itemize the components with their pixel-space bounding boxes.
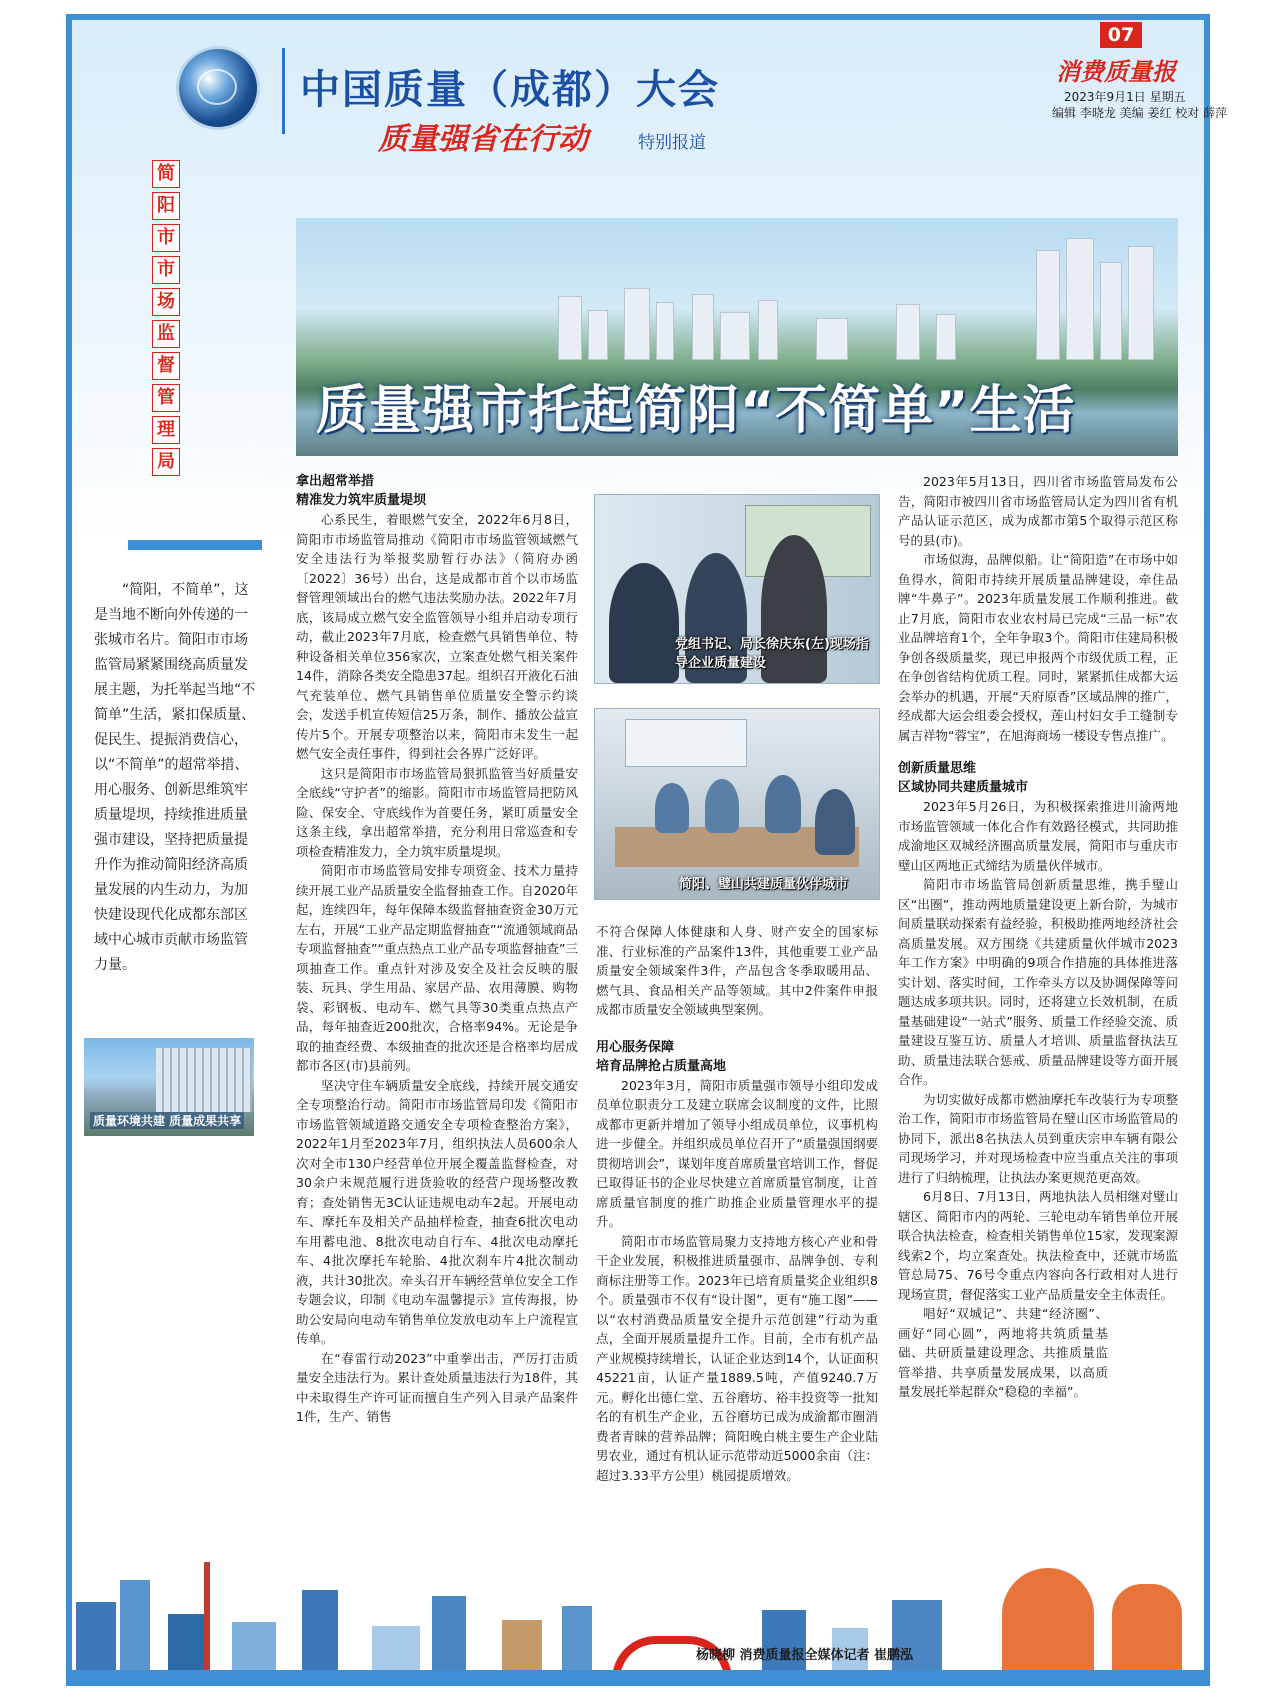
sidebar-building-photo bbox=[84, 1038, 254, 1136]
article-column-1 bbox=[296, 472, 578, 1427]
article-column-3 bbox=[898, 472, 1178, 1402]
issue-date: 2023年9月1日 星期五 bbox=[1064, 90, 1186, 104]
byline: 杨晓柳 消费质量报全媒体记者 崔鹏泓 bbox=[696, 1648, 914, 1663]
section-heading: 创新质量思维 bbox=[898, 761, 977, 776]
paragraph: 心系民生，着眼燃气安全，2022年6月8日，简阳市市场监管局推动《简阳市市场监管领域燃气安全违法行为举报奖励暂行办法》（简府办函〔2022〕36号）出台，这是成都市首个以市场监督管理领域出台的燃气违法奖励办法。2022年7月底，该局成立燃气安全监管领导小组并启动专项行动，截止2023年7月底，检查燃气具销售单位、特种设备相关单位356家次，立案查处燃气相关案件14件，消除各类安全隐患37起。组织召开液化石油气充装单位、燃气具销售单位质量安全警示约谈会，发送手机宣传短信25万条，制作、播放公益宣传片5个。开展专项整治以来，简阳市未发生一起燃气安全责任事件，得到社会各界广泛好评。 bbox=[296, 512, 578, 761]
agency-char: 简 bbox=[152, 160, 180, 188]
paragraph: 在“春雷行动2023”中重拳出击，严厉打击质量安全违法行为。累计查处质量违法行为18件，其中未取得生产许可证而擅自生产列入目录产品案件1件，生产、销售 bbox=[296, 1350, 578, 1424]
paragraph: 简阳市市场监管局聚力支持地方核心产业和骨干企业发展，积极推进质量强市、品牌争创、专利商标注册等工作。2023年已培育质量奖企业组织8个。质量强市不仅有“设计图”，更有“施工图”——以“农村消费品质量安全提升示范创建”行动为重点，全面开展质量提升工作。目前，全市有机产品产业规模持续增长，认证企业达到14个，认证面积45221亩，认证产量1889.5吨，产值9240.7万元。孵化出德仁堂、五谷磨坊、裕丰投资等一批知名的有机生产企业，五谷磨坊已成为成渝都市圈消费者青睐的营养品牌；简阳晚白桃主要生产企业陆男农业，通过有机认证示范带动近5000余亩（注：超过3.33平方公里）桃园提质增效。 bbox=[596, 1233, 878, 1483]
intro-accent-bar bbox=[128, 540, 262, 550]
agency-char: 理 bbox=[152, 416, 180, 444]
conference-globe-logo bbox=[176, 46, 260, 130]
newspaper-name: 消费质量报 bbox=[1056, 58, 1176, 86]
agency-char: 场 bbox=[152, 288, 180, 316]
paragraph: 为切实做好成都市燃油摩托车改装行为专项整治工作，简阳市市场监管局在璧山区市场监管局的协同下，派出8名执法人员到重庆宗申车辆有限公司现场学习，并对现场检查中应当重点关注的事项进行了归纳梳理，让执法办案更规范更高效。 bbox=[898, 1091, 1178, 1185]
agency-char: 管 bbox=[152, 384, 180, 412]
article-column-2 bbox=[596, 922, 878, 1485]
paragraph: 坚决守住车辆质量安全底线，持续开展交通安全专项整治行动。简阳市市场监管局印发《简阳市市场监管领域道路交通安全专项检查整治方案》，2022年1月至2023年7月，组织执法人员600余人次对全市130户经营单位开展全覆盖监督检查，对30余户未规范履行进货验收的经营户现场整改教育；查处销售无3C认证违规电动车2起。开展电动车、摩托车及相关产品抽样检查，抽查6批次电动车用蓄电池、8批次电动自行车、4批次电动摩托车、4批次摩托车轮胎、4批次刹车片4批次制动液，共计30批次。牵头召开车辆经营单位安全工作专题会议，印制《电动车温馨提示》宣传海报，协助公安局向电动车销售单位发放电动车上户流程宣传单。 bbox=[296, 1077, 578, 1346]
agency-char: 阳 bbox=[152, 192, 180, 220]
agency-char: 督 bbox=[152, 352, 180, 380]
paragraph: 6月8日、7月13日，两地执法人员相继对璧山辖区、简阳市内的两轮、三轮电动车销售单位开展联合执法检查，检查相关销售单位15家，发现案源线索2个，均立案查处。执法检查中，还就市场监管总局75、76号令重点内容向各行政相对人进行现场宣贯，督促落实工业产品质量安全主体责任。 bbox=[898, 1189, 1178, 1302]
section-heading: 用心服务保障 bbox=[596, 1039, 675, 1055]
section-heading: 精准发力筑牢质量堤坝 bbox=[296, 493, 427, 508]
photo-caption: 党组书记、局长徐庆东(左)现场指导企业质量建设 bbox=[675, 637, 869, 671]
special-report-label: 特别报道 bbox=[638, 133, 706, 153]
section-heading: 培育品牌抢占质量高地 bbox=[596, 1058, 727, 1074]
paragraph: 唱好“双城记”、共建“经济圈”、画好“同心圆”，两地将共筑质量基础、共研质量建设理念、共推质量监管举措、共享质量发展成果，以高质量发展托举起群众“稳稳的幸福”。 bbox=[898, 1306, 1108, 1399]
headline: 质量强市托起简阳“不简单”生活 bbox=[316, 381, 1076, 441]
paragraph: 这只是简阳市市场监管局狠抓监管当好质量安全底线“守护者”的缩影。简阳市市场监管局把防风险、保安全、守底线作为首要任务，紧盯质量安全这条主线，拿出超常举措，充分利用日常巡查和专项检查精准发力，全力筑牢质量堤坝。 bbox=[296, 765, 578, 859]
section-heading: 区域协同共建质量城市 bbox=[898, 780, 1029, 795]
editors-credit: 编辑 李晓龙 美编 姜红 校对 薛萍 bbox=[1052, 106, 1228, 120]
page-number: 07 bbox=[1100, 22, 1142, 48]
sidebar-photo-caption: 质量环境共建 质量成果共享 bbox=[90, 1112, 244, 1129]
paragraph: 2023年5月26日，为积极探索推进川渝两地市场监管领域一体化合作有效路径模式，共同助推成渝地区双城经济圈高质量发展，简阳市与重庆市璧山区两地正式缔结为质量伙伴城市。 bbox=[898, 799, 1178, 873]
agency-char: 市 bbox=[152, 224, 180, 252]
agency-char: 监 bbox=[152, 320, 180, 348]
agency-vertical-label bbox=[152, 160, 180, 480]
paragraph: 市场似海，品牌似船。让“简阳造”在市场中如鱼得水，简阳市持续开展质量品牌建设，牵住品牌“牛鼻子”。2023年质量发展工作顺利推进。截止7月底，简阳市农业农村局已完成“三品一标”农业品牌培育1个，全年争取3个。简阳市住建局积极争创各级质量奖，现已申报两个市级优质工程，正在争创省结构优质工程。同时，紧紧抓住成都大运会举办的机遇，开展“天府原香”区域品牌的推广，经成都大运会组委会授权，莲山村妇女手工缝制专属吉祥物“蓉宝”，在旭海商场一楼设专售点推广。 bbox=[898, 552, 1178, 743]
meeting-photo bbox=[594, 708, 880, 900]
bottom-skyline-illustration bbox=[72, 1548, 1204, 1680]
paragraph: 简阳市市场监管局创新质量思维，携手璧山区“出圈”，推动两地质量建设更上新台阶，为城市间质量联动探索有益经验，积极助推两地经济社会高质量发展。双方围绕《共建质量伙伴城市2023年工作方案》中明确的9项合作措施的具体推进落实计划、落实时间，工作牵头方以及协调保障等问题达成多项共识。同时，还将建立长效机制，在质量基础建设“一站式”服务、质量工作经验交流、质量建设互鉴互访、质量人才培训、质量监督执法互助、质量违法联合惩戒、质量品牌建设等方面开展合作。 bbox=[898, 877, 1178, 1087]
paragraph: 不符合保障人体健康和人身、财产安全的国家标准、行业标准的产品案件13件，其他重要工业产品质量安全领域案件3件，产品包含冬季取暖用品、燃气具、食品相关产品等领域。其中2件案件申报成都市质量安全领域典型案例。 bbox=[596, 924, 878, 1017]
photo-caption: 简阳、璧山共建质量伙伴城市 bbox=[679, 877, 849, 892]
agency-char: 局 bbox=[152, 448, 180, 476]
section-heading: 拿出超常举措 bbox=[296, 474, 375, 489]
paragraph: 简阳市市场监管局安排专项资金、技术力量持续开展工业产品质量安全监督抽查工作。自2020年起，连续四年，每年保障本级监督抽查资金30万元左右，开展“工业产品定期监督抽查”“流通领域商品专项监督抽查”“重点热点工业产品专项监督抽查”三项抽查工作。重点针对涉及安全及社会反映的服装、玩具、学生用品、家居产品、农用薄膜、购物袋、彩钢板、电动车、燃气具等30类重点热点产品，每年抽查近200批次，合格率94%。无论是争取的抽查经费、本级抽查的批次还是合格率均居成都市各区(市)县前列。 bbox=[296, 863, 578, 1073]
paragraph: 2023年3月，简阳市质量强市领导小组印发成员单位职责分工及建立联席会议制度的文件，比照成都市更新并增加了领导小组成员单位，议事机构进一步健全。并组织成员单位召开了“质量强国纲要贯彻培训会”，谋划年度首席质量官培训工作，督促已取得证书的企业尽快建立首席质量官制度，让首席质量官制度的推广助推企业质量管理水平的提升。 bbox=[596, 1077, 878, 1229]
paragraph: 2023年5月13日，四川省市场监管局发布公告，简阳市被四川省市场监管局认定为四川省有机产品认证示范区，成为成都市第5个取得示范区称号的县(市)。 bbox=[898, 474, 1178, 548]
section-subtitle: 质量强省在行动 bbox=[378, 122, 588, 157]
agency-char: 市 bbox=[152, 256, 180, 284]
intro-paragraph: “简阳，不简单”，这是当地不断向外传递的一张城市名片。简阳市市场监管局紧紧围绕高质量发展主题，为托举起当地“不简单”生活，紧扣保质量、促民生、提振消费信心，以“不简单”的超常举措、用心服务、创新思维筑牢质量堤坝，持续推进质量强市建设，坚持把质量提升作为推动简阳经济高质量发展的内生动力，为加快建设现代化成都东部区域中心城市贡献市场监管力量。 bbox=[94, 582, 256, 973]
inspection-photo bbox=[594, 494, 880, 684]
header-divider bbox=[282, 48, 285, 134]
conference-title: 中国质量（成都）大会 bbox=[300, 67, 720, 113]
